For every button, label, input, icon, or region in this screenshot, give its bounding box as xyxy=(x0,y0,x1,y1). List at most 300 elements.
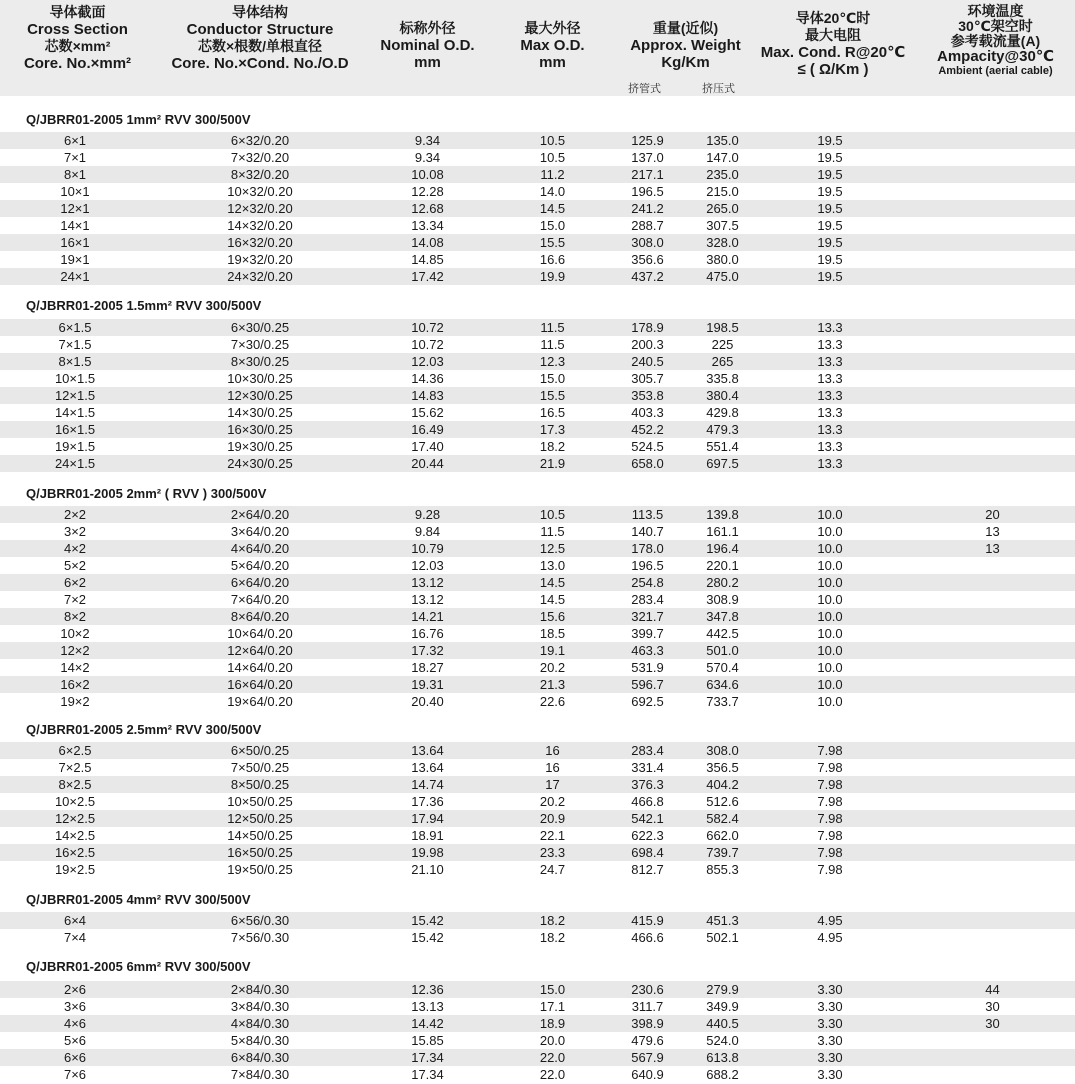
cell-nominal-od: 14.74 xyxy=(411,777,444,792)
table-row xyxy=(0,642,1075,659)
cell-max-od: 11.5 xyxy=(540,337,565,352)
cell-weight-pressure: 733.7 xyxy=(706,694,739,709)
cell-max-resistance: 10.0 xyxy=(817,507,843,522)
header-cn: 芯数×根数/单根直径 xyxy=(197,38,323,54)
cell-weight-pressure: 697.5 xyxy=(706,456,739,471)
table-row xyxy=(0,929,1075,946)
cell-conductor-structure: 14×64/0.20 xyxy=(227,660,293,675)
cell-nominal-od: 14.21 xyxy=(411,609,444,624)
cell-cross-section: 8×1 xyxy=(63,167,87,182)
cell-max-resistance: 7.98 xyxy=(817,794,843,809)
cell-cross-section: 10×1 xyxy=(60,184,90,199)
cell-weight-tube: 241.2 xyxy=(631,201,664,216)
cell-weight-tube: 196.5 xyxy=(631,184,664,199)
cell-cross-section: 19×2.5 xyxy=(54,862,96,877)
table-row xyxy=(0,200,1075,217)
cell-conductor-structure: 6×56/0.30 xyxy=(230,913,290,928)
header-cn: 参考载流量(A) xyxy=(950,33,1041,49)
table-row xyxy=(0,336,1075,353)
cell-cross-section: 2×2 xyxy=(63,507,87,522)
cell-conductor-structure: 24×32/0.20 xyxy=(227,269,293,284)
cell-weight-tube: 376.3 xyxy=(631,777,664,792)
table-row xyxy=(0,574,1075,591)
cell-conductor-structure: 12×32/0.20 xyxy=(227,201,293,216)
cell-max-resistance: 13.3 xyxy=(817,439,843,454)
cell-max-od: 15.0 xyxy=(539,218,566,233)
cell-cross-section: 5×6 xyxy=(63,1033,87,1048)
header-max-resistance xyxy=(748,10,918,78)
cell-max-od: 10.5 xyxy=(539,133,566,148)
cell-conductor-structure: 24×30/0.25 xyxy=(227,456,293,471)
cell-conductor-structure: 12×50/0.25 xyxy=(227,811,293,826)
cell-nominal-od: 16.49 xyxy=(411,422,444,437)
cell-cross-section: 2×6 xyxy=(63,982,87,997)
cell-weight-tube: 283.4 xyxy=(631,592,664,607)
table-row xyxy=(0,149,1075,166)
cell-weight-tube: 466.8 xyxy=(631,794,664,809)
table-row xyxy=(0,776,1075,793)
cell-conductor-structure: 14×30/0.25 xyxy=(227,405,293,420)
table-row xyxy=(0,810,1075,827)
cell-conductor-structure: 6×84/0.30 xyxy=(230,1050,290,1065)
cell-max-resistance: 13.3 xyxy=(817,388,843,403)
section-title: Q/JBRR01-2005 2mm² ( RVV ) 300/500V xyxy=(26,486,267,501)
cell-conductor-structure: 10×30/0.25 xyxy=(227,371,293,386)
cell-conductor-structure: 6×64/0.20 xyxy=(230,575,290,590)
cell-cross-section: 19×1 xyxy=(60,252,90,267)
cell-nominal-od: 12.03 xyxy=(411,354,444,369)
cell-max-resistance: 10.0 xyxy=(817,558,843,573)
cell-weight-pressure: 429.8 xyxy=(706,405,739,420)
cell-max-od: 20.9 xyxy=(539,811,566,826)
cell-conductor-structure: 14×32/0.20 xyxy=(227,218,293,233)
cell-max-resistance: 13.3 xyxy=(817,354,843,369)
cell-conductor-structure: 10×50/0.25 xyxy=(227,794,293,809)
cell-nominal-od: 9.34 xyxy=(414,150,441,165)
cell-conductor-structure: 4×84/0.30 xyxy=(230,1016,290,1031)
cell-weight-pressure: 335.8 xyxy=(706,371,739,386)
cell-conductor-structure: 7×84/0.30 xyxy=(230,1067,290,1082)
cell-nominal-od: 14.42 xyxy=(411,1016,444,1031)
cell-nominal-od: 19.98 xyxy=(411,845,444,860)
table-row xyxy=(0,844,1075,861)
cell-max-od: 21.9 xyxy=(539,456,566,471)
cell-cross-section: 7×1.5 xyxy=(58,337,92,352)
cell-cross-section: 12×1 xyxy=(60,201,90,216)
cell-ampacity: 13 xyxy=(985,524,1000,539)
table-row xyxy=(0,387,1075,404)
cell-max-od: 24.7 xyxy=(539,862,566,877)
cell-conductor-structure: 3×64/0.20 xyxy=(230,524,290,539)
cell-max-od: 20.0 xyxy=(539,1033,566,1048)
cell-weight-pressure: 161.1 xyxy=(706,524,739,539)
table-row xyxy=(0,166,1075,183)
header-cn: 环境温度 xyxy=(967,3,1024,19)
cell-max-od: 14.0 xyxy=(539,184,566,199)
cell-max-resistance: 19.5 xyxy=(817,167,843,182)
cell-max-od: 11.2 xyxy=(540,167,565,182)
cell-conductor-structure: 8×64/0.20 xyxy=(230,609,290,624)
table-row xyxy=(0,742,1075,759)
weight-sub-extruded-pressure: 挤压式 xyxy=(702,83,735,95)
weight-sub-extruded-tube: 挤管式 xyxy=(628,83,661,95)
cell-max-od: 15.5 xyxy=(539,235,566,250)
cell-weight-pressure: 442.5 xyxy=(706,626,739,641)
table-row xyxy=(0,861,1075,878)
cell-max-od: 21.3 xyxy=(539,677,566,692)
table-row xyxy=(0,591,1075,608)
section-title: Q/JBRR01-2005 6mm² RVV 300/500V xyxy=(26,959,251,974)
cell-weight-tube: 178.0 xyxy=(631,541,664,556)
table-row xyxy=(0,523,1075,540)
cell-weight-pressure: 235.0 xyxy=(706,167,739,182)
cell-weight-tube: 398.9 xyxy=(631,1016,664,1031)
header-en: Nominal O.D. xyxy=(380,37,475,54)
cell-conductor-structure: 3×84/0.30 xyxy=(230,999,290,1014)
cell-max-resistance: 7.98 xyxy=(817,777,843,792)
header-en: Conductor Structure xyxy=(186,21,334,38)
cell-nominal-od: 17.36 xyxy=(411,794,444,809)
cell-nominal-od: 9.28 xyxy=(414,507,441,522)
cell-nominal-od: 10.72 xyxy=(411,320,444,335)
cell-weight-pressure: 502.1 xyxy=(706,930,739,945)
cell-weight-pressure: 551.4 xyxy=(706,439,739,454)
cell-weight-tube: 531.9 xyxy=(631,660,664,675)
cell-max-resistance: 19.5 xyxy=(817,218,843,233)
cell-cross-section: 16×1.5 xyxy=(54,422,96,437)
cell-max-od: 15.5 xyxy=(539,388,566,403)
cell-cross-section: 14×2 xyxy=(60,660,90,675)
cell-max-resistance: 7.98 xyxy=(817,743,843,758)
cell-cross-section: 19×1.5 xyxy=(54,439,96,454)
cell-max-resistance: 13.3 xyxy=(817,456,843,471)
cell-weight-tube: 356.6 xyxy=(631,252,664,267)
cell-max-od: 18.2 xyxy=(539,930,566,945)
cell-max-resistance: 19.5 xyxy=(817,201,843,216)
cell-conductor-structure: 19×64/0.20 xyxy=(227,694,293,709)
header-cn: 最大电阻 xyxy=(805,27,861,43)
cell-max-resistance: 13.3 xyxy=(817,320,843,335)
cell-max-resistance: 10.0 xyxy=(817,643,843,658)
cell-conductor-structure: 4×64/0.20 xyxy=(230,541,290,556)
cell-max-resistance: 7.98 xyxy=(817,811,843,826)
cell-max-resistance: 7.98 xyxy=(817,862,843,877)
cell-max-od: 18.2 xyxy=(539,439,566,454)
section-title: Q/JBRR01-2005 1mm² RVV 300/500V xyxy=(26,112,251,127)
header-max-od xyxy=(495,20,610,71)
cell-weight-pressure: 279.9 xyxy=(706,982,739,997)
header-unit: mm xyxy=(539,54,566,71)
cell-weight-tube: 399.7 xyxy=(631,626,664,641)
header-en: Approx. Weight xyxy=(630,37,741,54)
cell-cross-section: 6×1 xyxy=(63,133,87,148)
cell-max-resistance: 19.5 xyxy=(817,150,843,165)
cell-cross-section: 6×4 xyxy=(63,913,87,928)
cell-max-resistance: 3.30 xyxy=(817,982,843,997)
cell-max-od: 11.5 xyxy=(540,524,565,539)
table-row xyxy=(0,183,1075,200)
cell-weight-tube: 542.1 xyxy=(631,811,664,826)
cell-cross-section: 14×1 xyxy=(60,218,90,233)
cell-nominal-od: 10.72 xyxy=(411,337,444,352)
table-row xyxy=(0,1066,1075,1083)
cell-weight-tube: 217.1 xyxy=(631,167,664,182)
header-weight xyxy=(618,20,753,71)
cell-nominal-od: 9.84 xyxy=(414,524,441,539)
cell-nominal-od: 13.12 xyxy=(411,575,444,590)
cell-max-od: 10.5 xyxy=(539,150,566,165)
cell-weight-tube: 113.5 xyxy=(631,507,664,522)
cell-conductor-structure: 10×32/0.20 xyxy=(227,184,293,199)
section-title: Q/JBRR01-2005 4mm² RVV 300/500V xyxy=(26,892,251,907)
table-row xyxy=(0,557,1075,574)
cell-max-od: 17.1 xyxy=(539,999,566,1014)
cell-max-od: 16 xyxy=(545,760,560,775)
cell-max-resistance: 3.30 xyxy=(817,1033,843,1048)
cell-weight-tube: 196.5 xyxy=(631,558,664,573)
cell-nominal-od: 12.28 xyxy=(411,184,444,199)
cell-max-resistance: 13.3 xyxy=(817,422,843,437)
cell-weight-tube: 308.0 xyxy=(631,235,664,250)
cell-cross-section: 6×2.5 xyxy=(58,743,92,758)
cell-cross-section: 6×2 xyxy=(63,575,87,590)
cell-weight-tube: 466.6 xyxy=(631,930,664,945)
cell-nominal-od: 16.76 xyxy=(411,626,444,641)
cell-weight-pressure: 380.4 xyxy=(706,388,739,403)
cell-conductor-structure: 12×30/0.25 xyxy=(227,388,293,403)
cell-conductor-structure: 7×32/0.20 xyxy=(230,150,290,165)
cell-weight-tube: 640.9 xyxy=(631,1067,664,1082)
header-en: Cross Section xyxy=(27,21,128,38)
header-unit: Kg/Km xyxy=(661,54,710,71)
cell-weight-tube: 331.4 xyxy=(631,760,664,775)
header-unit: mm xyxy=(414,54,441,71)
cell-weight-tube: 463.3 xyxy=(631,643,664,658)
cell-max-od: 18.2 xyxy=(539,913,566,928)
cell-weight-pressure: 225 xyxy=(711,337,734,352)
cell-cross-section: 16×2.5 xyxy=(54,845,96,860)
table-row xyxy=(0,319,1075,336)
cell-max-resistance: 3.30 xyxy=(817,999,843,1014)
cell-ampacity: 13 xyxy=(985,541,1000,556)
header-cn: 导体结构 xyxy=(232,4,288,20)
cell-conductor-structure: 8×32/0.20 xyxy=(230,167,290,182)
cell-weight-tube: 596.7 xyxy=(631,677,664,692)
cell-weight-pressure: 307.5 xyxy=(706,218,739,233)
cell-weight-tube: 692.5 xyxy=(631,694,664,709)
table-row xyxy=(0,370,1075,387)
cell-max-resistance: 10.0 xyxy=(817,592,843,607)
cell-weight-pressure: 349.9 xyxy=(706,999,739,1014)
cell-max-od: 20.2 xyxy=(539,794,566,809)
cell-max-od: 17 xyxy=(545,777,560,792)
cell-conductor-structure: 19×30/0.25 xyxy=(227,439,293,454)
table-row xyxy=(0,1015,1075,1032)
cell-weight-pressure: 440.5 xyxy=(706,1016,739,1031)
cell-weight-pressure: 215.0 xyxy=(706,184,739,199)
header-en: Core. No.×Cond. No./O.D xyxy=(171,55,349,72)
cell-weight-pressure: 196.4 xyxy=(706,541,739,556)
table-row xyxy=(0,1032,1075,1049)
cell-nominal-od: 13.64 xyxy=(411,743,444,758)
cell-cross-section: 12×2 xyxy=(60,643,90,658)
cell-nominal-od: 13.13 xyxy=(411,999,444,1014)
cell-weight-tube: 125.9 xyxy=(631,133,664,148)
table-row xyxy=(0,268,1075,285)
cell-cross-section: 10×2.5 xyxy=(54,794,96,809)
cell-max-od: 18.9 xyxy=(539,1016,566,1031)
cell-conductor-structure: 2×64/0.20 xyxy=(230,507,290,522)
table-row xyxy=(0,998,1075,1015)
header-cn: 芯数×mm² xyxy=(44,38,111,54)
cell-nominal-od: 17.42 xyxy=(411,269,444,284)
cell-weight-tube: 812.7 xyxy=(631,862,664,877)
cell-max-od: 20.2 xyxy=(539,660,566,675)
header-cn: 30℃架空时 xyxy=(958,18,1033,34)
cell-nominal-od: 21.10 xyxy=(411,862,444,877)
cell-nominal-od: 20.40 xyxy=(411,694,444,709)
cell-max-od: 11.5 xyxy=(540,320,565,335)
cell-weight-pressure: 308.0 xyxy=(706,743,739,758)
cell-max-resistance: 13.3 xyxy=(817,371,843,386)
cell-max-od: 22.0 xyxy=(539,1067,566,1082)
cell-max-od: 16.6 xyxy=(539,252,566,267)
cell-nominal-od: 17.94 xyxy=(411,811,444,826)
cell-weight-tube: 353.8 xyxy=(631,388,664,403)
cell-max-resistance: 10.0 xyxy=(817,660,843,675)
cell-max-resistance: 7.98 xyxy=(817,760,843,775)
cell-cross-section: 6×1.5 xyxy=(58,320,92,335)
cell-conductor-structure: 7×30/0.25 xyxy=(230,337,290,352)
cell-weight-pressure: 308.9 xyxy=(706,592,739,607)
table-row xyxy=(0,404,1075,421)
cell-conductor-structure: 12×64/0.20 xyxy=(227,643,293,658)
cell-cross-section: 8×1.5 xyxy=(58,354,92,369)
cell-conductor-structure: 5×64/0.20 xyxy=(230,558,290,573)
header-en: Max. Cond. R@20℃ xyxy=(760,44,906,61)
cell-conductor-structure: 7×64/0.20 xyxy=(230,592,290,607)
cell-nominal-od: 12.36 xyxy=(411,982,444,997)
cell-conductor-structure: 16×32/0.20 xyxy=(227,235,293,250)
cell-weight-tube: 321.7 xyxy=(631,609,664,624)
cell-conductor-structure: 16×64/0.20 xyxy=(227,677,293,692)
cell-max-resistance: 19.5 xyxy=(817,184,843,199)
cell-weight-pressure: 404.2 xyxy=(706,777,739,792)
cell-conductor-structure: 14×50/0.25 xyxy=(227,828,293,843)
table-row xyxy=(0,676,1075,693)
cell-conductor-structure: 6×50/0.25 xyxy=(230,743,290,758)
cell-max-od: 17.3 xyxy=(539,422,566,437)
table-row xyxy=(0,353,1075,370)
cell-conductor-structure: 6×32/0.20 xyxy=(230,133,290,148)
cell-nominal-od: 19.31 xyxy=(411,677,444,692)
cell-nominal-od: 18.27 xyxy=(411,660,444,675)
header-ampacity xyxy=(918,4,1073,79)
table-row xyxy=(0,438,1075,455)
cell-nominal-od: 14.08 xyxy=(411,235,444,250)
header-unit: ≤ ( Ω/Km ) xyxy=(797,61,869,78)
table-row xyxy=(0,827,1075,844)
cell-weight-pressure: 356.5 xyxy=(706,760,739,775)
table-row xyxy=(0,759,1075,776)
cell-weight-pressure: 147.0 xyxy=(706,150,739,165)
cell-weight-pressure: 582.4 xyxy=(706,811,739,826)
cell-max-od: 15.0 xyxy=(539,371,566,386)
cell-cross-section: 10×2 xyxy=(60,626,90,641)
cell-nominal-od: 14.36 xyxy=(411,371,444,386)
cell-conductor-structure: 8×30/0.25 xyxy=(230,354,290,369)
cell-weight-tube: 137.0 xyxy=(631,150,664,165)
cell-weight-tube: 200.3 xyxy=(631,337,664,352)
cell-cross-section: 19×2 xyxy=(60,694,90,709)
cell-cross-section: 12×2.5 xyxy=(54,811,96,826)
cell-weight-pressure: 479.3 xyxy=(706,422,739,437)
cell-max-resistance: 10.0 xyxy=(817,626,843,641)
cell-nominal-od: 10.08 xyxy=(411,167,444,182)
cell-weight-pressure: 265 xyxy=(711,354,734,369)
cell-weight-pressure: 328.0 xyxy=(706,235,739,250)
table-row xyxy=(0,251,1075,268)
cell-nominal-od: 17.34 xyxy=(411,1050,444,1065)
cell-ampacity: 30 xyxy=(985,1016,1000,1031)
header-en: Ambient (aerial cable) xyxy=(938,65,1053,77)
cell-cross-section: 7×4 xyxy=(63,930,87,945)
table-row xyxy=(0,659,1075,676)
cell-max-resistance: 3.30 xyxy=(817,1067,843,1082)
table-row xyxy=(0,793,1075,810)
cell-ampacity: 44 xyxy=(985,982,1000,997)
cell-conductor-structure: 7×56/0.30 xyxy=(230,930,290,945)
cell-max-od: 10.5 xyxy=(539,507,566,522)
cell-cross-section: 14×2.5 xyxy=(54,828,96,843)
cell-conductor-structure: 16×30/0.25 xyxy=(227,422,293,437)
header-en: Core. No.×mm² xyxy=(23,55,132,72)
cell-cross-section: 8×2 xyxy=(63,609,87,624)
cell-weight-pressure: 512.6 xyxy=(706,794,739,809)
cell-weight-pressure: 380.0 xyxy=(706,252,739,267)
cell-cross-section: 12×1.5 xyxy=(54,388,96,403)
cell-weight-tube: 288.7 xyxy=(631,218,664,233)
header-conductor-structure xyxy=(150,4,370,72)
cell-max-resistance: 19.5 xyxy=(817,235,843,250)
cell-max-resistance: 10.0 xyxy=(817,677,843,692)
cell-weight-tube: 283.4 xyxy=(631,743,664,758)
header-cross-section xyxy=(5,4,150,72)
cell-weight-pressure: 220.1 xyxy=(706,558,739,573)
header-cn: 重量(近似) xyxy=(652,20,719,36)
cell-max-od: 19.1 xyxy=(539,643,566,658)
cell-weight-pressure: 855.3 xyxy=(706,862,739,877)
table-row xyxy=(0,981,1075,998)
header-nominal-od xyxy=(370,20,485,71)
cell-max-od: 16.5 xyxy=(539,405,566,420)
cell-cross-section: 7×6 xyxy=(63,1067,87,1082)
cell-conductor-structure: 8×50/0.25 xyxy=(230,777,290,792)
cell-conductor-structure: 19×32/0.20 xyxy=(227,252,293,267)
cell-max-od: 22.6 xyxy=(539,694,566,709)
cell-max-resistance: 10.0 xyxy=(817,575,843,590)
table-row xyxy=(0,1049,1075,1066)
cell-max-resistance: 19.5 xyxy=(817,269,843,284)
header-cn: 最大外径 xyxy=(524,20,581,36)
section-title: Q/JBRR01-2005 2.5mm² RVV 300/500V xyxy=(26,722,262,737)
table-row xyxy=(0,506,1075,523)
cell-max-resistance: 13.3 xyxy=(817,337,843,352)
cell-weight-tube: 437.2 xyxy=(631,269,664,284)
cell-weight-pressure: 347.8 xyxy=(706,609,739,624)
cell-weight-tube: 240.5 xyxy=(631,354,664,369)
cell-cross-section: 5×2 xyxy=(63,558,87,573)
